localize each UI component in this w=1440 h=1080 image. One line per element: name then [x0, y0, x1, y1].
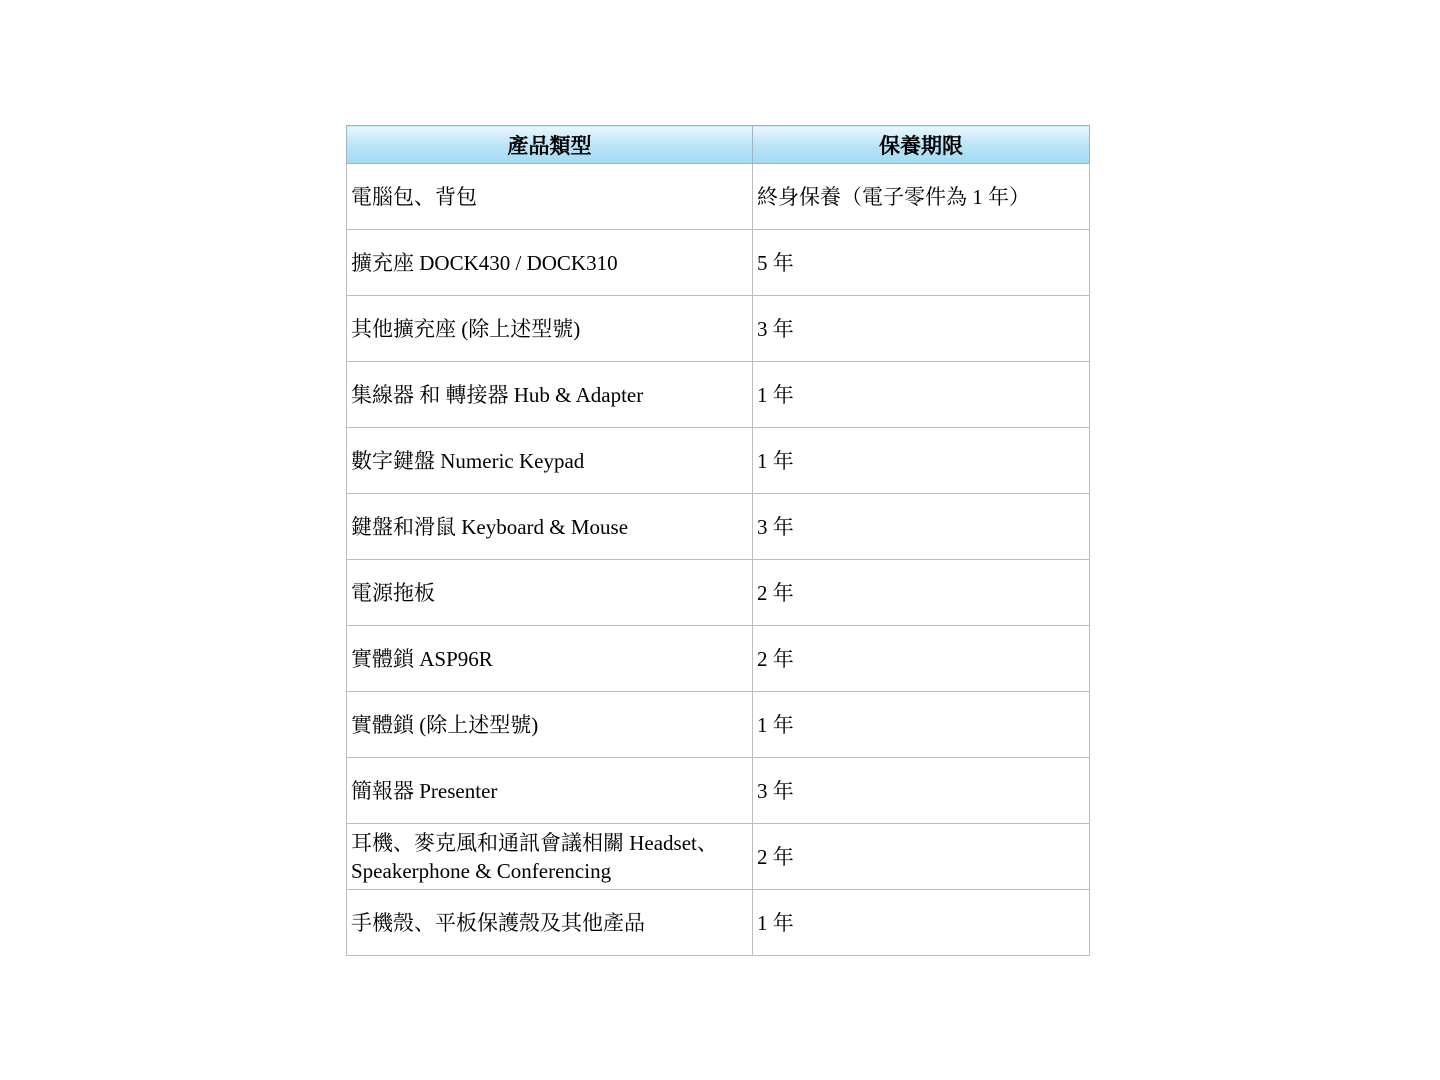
table-header — [347, 126, 1090, 164]
product-cell: 數字鍵盤 Numeric Keypad — [347, 428, 753, 494]
product-cell: 簡報器 Presenter — [347, 758, 753, 824]
period-cell: 3 年 — [753, 758, 1090, 824]
table-row — [347, 494, 1090, 560]
warranty-table — [346, 125, 1090, 956]
period-cell: 1 年 — [753, 428, 1090, 494]
table-row — [347, 758, 1090, 824]
table-row — [347, 164, 1090, 230]
table-row — [347, 296, 1090, 362]
table-row — [347, 824, 1090, 890]
product-cell: 實體鎖 ASP96R — [347, 626, 753, 692]
period-cell: 3 年 — [753, 494, 1090, 560]
product-cell: 耳機、麥克風和通訊會議相關 Headset、Speakerphone & Conferencing — [347, 824, 753, 890]
period-cell: 2 年 — [753, 626, 1090, 692]
period-cell: 5 年 — [753, 230, 1090, 296]
product-cell: 電腦包、背包 — [347, 164, 753, 230]
header-row — [347, 126, 1090, 164]
table-body — [347, 164, 1090, 956]
product-cell: 鍵盤和滑鼠 Keyboard & Mouse — [347, 494, 753, 560]
product-cell: 擴充座 DOCK430 / DOCK310 — [347, 230, 753, 296]
table-row — [347, 692, 1090, 758]
table-row — [347, 230, 1090, 296]
product-cell: 集線器 和 轉接器 Hub & Adapter — [347, 362, 753, 428]
period-cell: 2 年 — [753, 824, 1090, 890]
table-row — [347, 890, 1090, 956]
header-warranty-period: 保養期限 — [753, 126, 1090, 164]
header-product-type: 產品類型 — [347, 126, 753, 164]
product-cell: 其他擴充座 (除上述型號) — [347, 296, 753, 362]
table-row — [347, 362, 1090, 428]
period-cell: 1 年 — [753, 692, 1090, 758]
period-cell: 3 年 — [753, 296, 1090, 362]
period-cell: 2 年 — [753, 560, 1090, 626]
product-cell: 實體鎖 (除上述型號) — [347, 692, 753, 758]
table-row — [347, 626, 1090, 692]
table-row — [347, 560, 1090, 626]
table-row — [347, 428, 1090, 494]
period-cell: 1 年 — [753, 362, 1090, 428]
period-cell: 終身保養（電子零件為 1 年） — [753, 164, 1090, 230]
period-cell: 1 年 — [753, 890, 1090, 956]
product-cell: 電源拖板 — [347, 560, 753, 626]
product-cell: 手機殼、平板保護殼及其他產品 — [347, 890, 753, 956]
